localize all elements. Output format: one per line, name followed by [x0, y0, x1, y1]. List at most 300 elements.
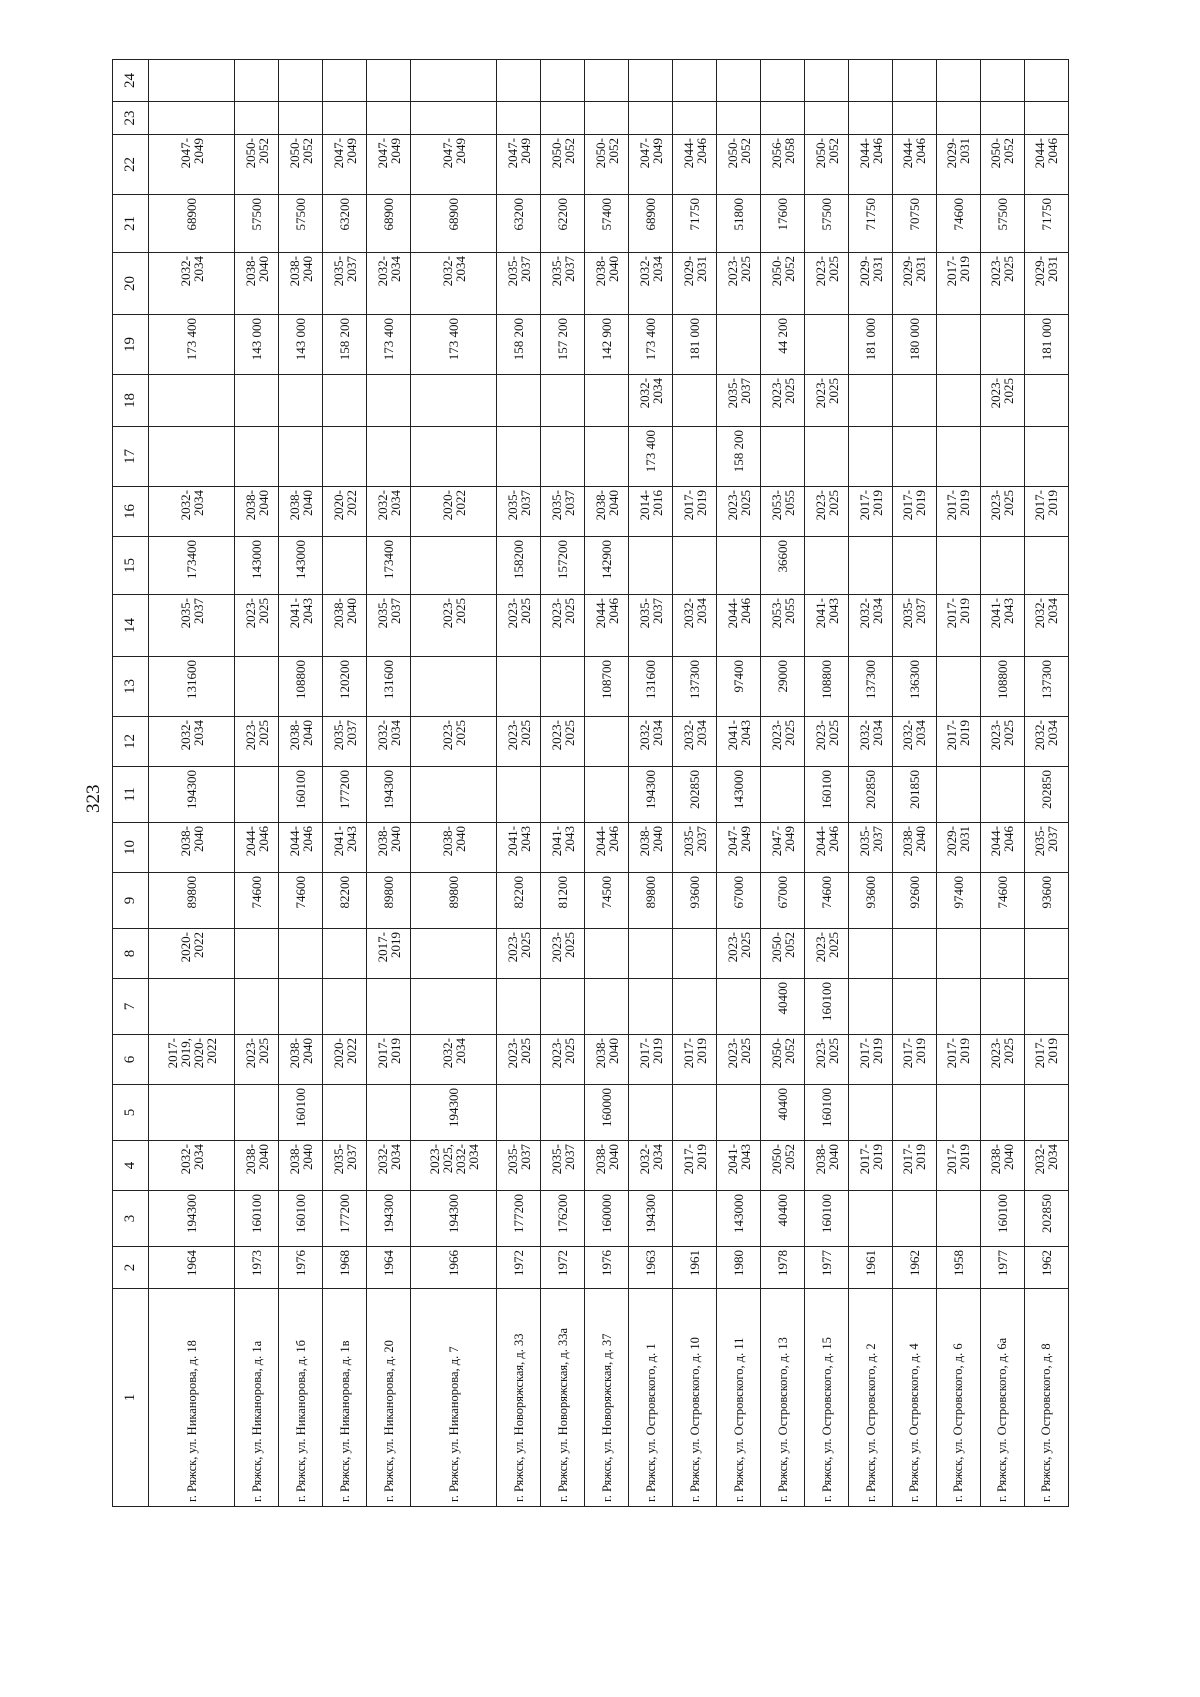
table-cell: 2023- 2025 [497, 595, 541, 657]
table-cell [411, 767, 497, 823]
table-cell: 2023- 2025 [235, 595, 279, 657]
address-cell: г. Ряжск, ул. Никанорова, д. 1в [323, 1289, 367, 1507]
table-cell: 2017- 2019 [1024, 1035, 1068, 1085]
table-cell [761, 427, 805, 487]
table-cell: 1961 [673, 1247, 717, 1289]
table-row [629, 60, 673, 1507]
address-cell: г. Ряжск, ул. Островского, д. 6а [980, 1289, 1024, 1507]
address-cell: г. Ряжск, ул. Островского, д. 4 [892, 1289, 936, 1507]
table-cell: 160100 [805, 1085, 849, 1141]
table-cell: 2035- 2037 [497, 1141, 541, 1191]
table-cell: 158200 [497, 537, 541, 595]
table-cell: 2038- 2040 [149, 823, 235, 873]
table-cell: 74600 [805, 873, 849, 929]
table-cell [235, 427, 279, 487]
table-cell: 57500 [980, 195, 1024, 253]
table-cell: 81200 [541, 873, 585, 929]
table-cell: 2023- 2025 [805, 1035, 849, 1085]
table-cell: 2038- 2040 [585, 1035, 629, 1085]
table-cell: 2017- 2019 [849, 1141, 893, 1191]
table-cell: 157200 [541, 537, 585, 595]
table-cell: 1978 [761, 1247, 805, 1289]
table-cell: 158 200 [717, 427, 761, 487]
table-cell: 68900 [629, 195, 673, 253]
table-cell [849, 375, 893, 427]
table-cell [367, 1085, 411, 1141]
table-cell: 1966 [411, 1247, 497, 1289]
table-cell [149, 427, 235, 487]
table-cell: 93600 [849, 873, 893, 929]
table-cell: 2047- 2049 [367, 135, 411, 195]
column-number-9: 9 [113, 873, 149, 929]
table-cell [585, 102, 629, 135]
table-cell [673, 979, 717, 1035]
table-cell: 158 200 [323, 315, 367, 375]
table-cell [323, 1085, 367, 1141]
column-number-24: 24 [113, 60, 149, 102]
table-cell: 2050- 2052 [585, 135, 629, 195]
table-cell: 2023- 2025 [541, 1035, 585, 1085]
table-cell [411, 979, 497, 1035]
table-cell [541, 60, 585, 102]
table-cell: 2032- 2034 [629, 1141, 673, 1191]
table-cell: 1977 [805, 1247, 849, 1289]
table-cell: 1962 [1024, 1247, 1068, 1289]
table-cell: 2029- 2031 [673, 253, 717, 315]
table-cell [849, 929, 893, 979]
table-cell [849, 537, 893, 595]
table-cell: 1964 [367, 1247, 411, 1289]
table-cell [323, 537, 367, 595]
table-row [892, 60, 936, 1507]
table-cell [149, 60, 235, 102]
table-cell: 2029- 2031 [892, 253, 936, 315]
table-cell: 74500 [585, 873, 629, 929]
table-cell: 2038- 2040 [585, 253, 629, 315]
table-cell: 2041- 2043 [980, 595, 1024, 657]
table-cell [235, 375, 279, 427]
table-cell: 70750 [892, 195, 936, 253]
table-row [149, 60, 235, 1507]
address-cell: г. Ряжск, ул. Никанорова, д. 1б [279, 1289, 323, 1507]
table-cell [805, 315, 849, 375]
column-number-11: 11 [113, 767, 149, 823]
table-cell: 57400 [585, 195, 629, 253]
table-cell [235, 767, 279, 823]
table-cell: 108800 [279, 657, 323, 717]
table-cell [629, 102, 673, 135]
table-cell: 2053- 2055 [761, 595, 805, 657]
table-cell [892, 375, 936, 427]
table-row [761, 60, 805, 1507]
table-cell: 2035- 2037 [673, 823, 717, 873]
table-cell: 2032- 2034 [629, 375, 673, 427]
table-cell [936, 102, 980, 135]
table-cell: 120200 [323, 657, 367, 717]
table-cell [849, 979, 893, 1035]
table-cell [541, 375, 585, 427]
table-cell [761, 767, 805, 823]
table-cell [849, 60, 893, 102]
table-cell: 160100 [805, 979, 849, 1035]
table-cell [1024, 929, 1068, 979]
table-cell: 181 000 [849, 315, 893, 375]
table-cell: 160100 [279, 1191, 323, 1247]
table-row [235, 60, 279, 1507]
table-cell [323, 375, 367, 427]
table-cell [585, 767, 629, 823]
address-cell: г. Ряжск, ул. Никанорова, д. 7 [411, 1289, 497, 1507]
table-cell: 2029- 2031 [936, 135, 980, 195]
address-cell: г. Ряжск, ул. Новоряжская, д. 33 [497, 1289, 541, 1507]
table-cell: 57500 [235, 195, 279, 253]
table-cell: 2044- 2046 [717, 595, 761, 657]
table-cell: 181 000 [673, 315, 717, 375]
table-cell [149, 979, 235, 1035]
table-cell [980, 315, 1024, 375]
table-cell: 2050- 2052 [805, 135, 849, 195]
table-cell: 89800 [367, 873, 411, 929]
table-cell: 2038- 2040 [279, 487, 323, 537]
table-cell: 2023- 2025 [497, 1035, 541, 1085]
table-cell [936, 60, 980, 102]
table-cell: 29000 [761, 657, 805, 717]
table-cell: 2044- 2046 [585, 595, 629, 657]
table-cell: 2035- 2037 [892, 595, 936, 657]
table-cell [805, 60, 849, 102]
table-cell: 2032- 2034 [892, 717, 936, 767]
address-cell: г. Ряжск, ул. Новоряжская, д. 33а [541, 1289, 585, 1507]
table-cell: 68900 [367, 195, 411, 253]
rotated-table-wrapper [112, 70, 1069, 1507]
table-cell: 2023- 2025 [805, 375, 849, 427]
table-row [717, 60, 761, 1507]
table-cell [805, 427, 849, 487]
table-cell [1024, 1085, 1068, 1141]
address-cell: г. Ряжск, ул. Островского, д. 8 [1024, 1289, 1068, 1507]
table-cell: 2050- 2052 [761, 1035, 805, 1085]
table-cell [235, 657, 279, 717]
table-cell [805, 537, 849, 595]
table-cell: 1972 [497, 1247, 541, 1289]
table-cell: 160000 [585, 1191, 629, 1247]
table-cell: 57500 [805, 195, 849, 253]
table-cell: 2035- 2037 [717, 375, 761, 427]
table-cell: 2023- 2025 [980, 717, 1024, 767]
table-row [1024, 60, 1068, 1507]
table-cell: 40400 [761, 1085, 805, 1141]
table-cell: 194300 [629, 767, 673, 823]
table-cell [367, 427, 411, 487]
table-cell: 143 000 [279, 315, 323, 375]
table-cell: 2044- 2046 [585, 823, 629, 873]
table-cell [279, 929, 323, 979]
table-cell: 40400 [761, 1191, 805, 1247]
table-cell [673, 427, 717, 487]
table-cell: 62200 [541, 195, 585, 253]
table-cell: 2017- 2019 [629, 1035, 673, 1085]
table-cell: 173 400 [629, 427, 673, 487]
table-cell [717, 537, 761, 595]
table-cell: 82200 [323, 873, 367, 929]
table-cell [279, 979, 323, 1035]
table-cell: 2032- 2034 [673, 717, 717, 767]
table-cell [892, 1191, 936, 1247]
table-cell: 137300 [849, 657, 893, 717]
column-number-7: 7 [113, 979, 149, 1035]
table-cell [980, 427, 1024, 487]
table-cell: 131600 [367, 657, 411, 717]
table-cell [149, 375, 235, 427]
table-cell: 137300 [673, 657, 717, 717]
table-cell: 2032- 2034 [149, 253, 235, 315]
table-cell: 2023- 2025 [235, 717, 279, 767]
table-cell [585, 375, 629, 427]
table-cell: 2041- 2043 [541, 823, 585, 873]
table-cell: 160100 [980, 1191, 1024, 1247]
table-cell: 2032- 2034 [1024, 717, 1068, 767]
table-cell [541, 767, 585, 823]
address-cell: г. Ряжск, ул. Островского, д. 13 [761, 1289, 805, 1507]
table-cell: 2032- 2034 [411, 1035, 497, 1085]
table-cell: 2032- 2034 [1024, 1141, 1068, 1191]
table-cell: 2023- 2025 [805, 487, 849, 537]
table-cell: 2020- 2022 [149, 929, 235, 979]
table-cell: 74600 [980, 873, 1024, 929]
table-cell: 2035- 2037 [849, 823, 893, 873]
table-cell: 2035- 2037 [497, 253, 541, 315]
table-row [323, 60, 367, 1507]
table-cell [980, 929, 1024, 979]
table-cell: 2029- 2031 [1024, 253, 1068, 315]
table-cell [717, 979, 761, 1035]
table-cell [936, 657, 980, 717]
table-cell [279, 427, 323, 487]
table-cell [411, 657, 497, 717]
table-cell [892, 1085, 936, 1141]
table-cell: 160000 [585, 1085, 629, 1141]
table-cell: 2044- 2046 [235, 823, 279, 873]
table-cell: 143000 [279, 537, 323, 595]
table-cell [149, 1085, 235, 1141]
table-cell [279, 60, 323, 102]
column-number-16: 16 [113, 487, 149, 537]
table-cell: 2023- 2025 [980, 375, 1024, 427]
table-cell [367, 60, 411, 102]
table-cell: 2017- 2019 [936, 717, 980, 767]
table-cell: 2038- 2040 [805, 1141, 849, 1191]
column-number-row [113, 60, 149, 1507]
table-cell [1024, 375, 1068, 427]
table-cell [541, 427, 585, 487]
table-cell: 36600 [761, 537, 805, 595]
table-cell: 1958 [936, 1247, 980, 1289]
table-cell: 1980 [717, 1247, 761, 1289]
table-cell: 2014- 2016 [629, 487, 673, 537]
table-cell: 2017- 2019 [849, 1035, 893, 1085]
column-number-6: 6 [113, 1035, 149, 1085]
table-cell [673, 102, 717, 135]
table-cell: 2017- 2019 [936, 595, 980, 657]
column-number-1: 1 [113, 1289, 149, 1507]
table-cell: 2041- 2043 [323, 823, 367, 873]
table-cell [673, 929, 717, 979]
column-number-21: 21 [113, 195, 149, 253]
table-cell [541, 979, 585, 1035]
table-cell [892, 929, 936, 979]
table-cell: 2050- 2052 [717, 135, 761, 195]
table-cell: 2017- 2019 [892, 1035, 936, 1085]
table-cell: 2032- 2034 [1024, 595, 1068, 657]
table-cell: 142900 [585, 537, 629, 595]
table-cell: 2017- 2019 [936, 1035, 980, 1085]
table-cell [761, 60, 805, 102]
table-cell: 93600 [673, 873, 717, 929]
table-cell: 1977 [980, 1247, 1024, 1289]
column-number-17: 17 [113, 427, 149, 487]
table-cell: 2038- 2040 [279, 1035, 323, 1085]
table-cell: 2023- 2025 [980, 487, 1024, 537]
table-cell [980, 60, 1024, 102]
table-cell: 201850 [892, 767, 936, 823]
table-cell: 2023- 2025 [541, 717, 585, 767]
table-cell [980, 767, 1024, 823]
table-cell [980, 1085, 1024, 1141]
table-cell: 2041- 2043 [279, 595, 323, 657]
table-cell [892, 427, 936, 487]
table-cell: 2017- 2019 [673, 1035, 717, 1085]
table-cell: 2017- 2019 [849, 487, 893, 537]
table-cell: 97400 [936, 873, 980, 929]
table-cell: 157 200 [541, 315, 585, 375]
table-cell [585, 717, 629, 767]
table-cell [1024, 979, 1068, 1035]
table-cell: 1961 [849, 1247, 893, 1289]
address-cell: г. Ряжск, ул. Никанорова, д. 18 [149, 1289, 235, 1507]
table-cell [411, 102, 497, 135]
table-cell: 2038- 2040 [585, 487, 629, 537]
table-cell [936, 1085, 980, 1141]
table-cell: 177200 [323, 767, 367, 823]
table-cell [541, 1085, 585, 1141]
table-cell: 2032- 2034 [367, 717, 411, 767]
table-cell [936, 767, 980, 823]
table-cell: 71750 [849, 195, 893, 253]
table-cell [629, 1085, 673, 1141]
table-cell [717, 102, 761, 135]
table-cell [673, 537, 717, 595]
table-cell: 143000 [235, 537, 279, 595]
table-cell: 2023- 2025 [541, 929, 585, 979]
table-cell [541, 657, 585, 717]
table-cell [497, 60, 541, 102]
table-cell: 108700 [585, 657, 629, 717]
table-cell: 2020- 2022 [323, 1035, 367, 1085]
table-cell: 202850 [673, 767, 717, 823]
table-cell: 194300 [367, 767, 411, 823]
table-cell [980, 102, 1024, 135]
table-cell [673, 375, 717, 427]
table-cell [149, 102, 235, 135]
table-cell [411, 375, 497, 427]
table-cell: 89800 [149, 873, 235, 929]
table-cell: 160100 [805, 767, 849, 823]
table-cell: 2047- 2049 [629, 135, 673, 195]
table-cell: 1973 [235, 1247, 279, 1289]
column-number-22: 22 [113, 135, 149, 195]
table-cell: 74600 [235, 873, 279, 929]
table-cell [235, 929, 279, 979]
table-cell: 2023- 2025 [761, 375, 805, 427]
table-cell [936, 1191, 980, 1247]
table-cell [411, 929, 497, 979]
table-cell [585, 427, 629, 487]
table-cell: 2032- 2034 [367, 487, 411, 537]
table-cell: 137300 [1024, 657, 1068, 717]
table-row [541, 60, 585, 1507]
table-cell [497, 979, 541, 1035]
table-cell: 194300 [149, 1191, 235, 1247]
table-cell [367, 375, 411, 427]
table-cell [936, 375, 980, 427]
column-number-3: 3 [113, 1191, 149, 1247]
table-cell [629, 60, 673, 102]
table-cell: 89800 [411, 873, 497, 929]
table-cell [497, 375, 541, 427]
table-cell: 2038- 2040 [279, 253, 323, 315]
table-cell [323, 427, 367, 487]
table-cell: 1964 [149, 1247, 235, 1289]
table-cell [585, 929, 629, 979]
table-cell: 2038- 2040 [235, 487, 279, 537]
table-cell: 2056- 2058 [761, 135, 805, 195]
table-cell: 194300 [411, 1085, 497, 1141]
table-cell: 67000 [761, 873, 805, 929]
table-cell [717, 315, 761, 375]
table-cell: 194300 [149, 767, 235, 823]
table-cell: 177200 [323, 1191, 367, 1247]
table-cell: 160100 [279, 1085, 323, 1141]
table-cell: 68900 [411, 195, 497, 253]
table-cell: 2050- 2052 [541, 135, 585, 195]
table-cell [980, 537, 1024, 595]
table-cell: 2035- 2037 [629, 595, 673, 657]
table-cell: 67000 [717, 873, 761, 929]
table-cell: 2023- 2025 [235, 1035, 279, 1085]
table-cell: 160100 [235, 1191, 279, 1247]
table-cell: 68900 [149, 195, 235, 253]
table-cell: 108800 [805, 657, 849, 717]
table-cell: 2038- 2040 [279, 1141, 323, 1191]
column-number-19: 19 [113, 315, 149, 375]
table-cell: 2047- 2049 [149, 135, 235, 195]
column-number-23: 23 [113, 102, 149, 135]
table-cell: 2041- 2043 [717, 1141, 761, 1191]
table-cell: 2044- 2046 [849, 135, 893, 195]
table-cell [279, 375, 323, 427]
table-row [411, 60, 497, 1507]
table-cell [367, 979, 411, 1035]
column-number-18: 18 [113, 375, 149, 427]
column-number-2: 2 [113, 1247, 149, 1289]
address-cell: г. Ряжск, ул. Никанорова, д. 20 [367, 1289, 411, 1507]
table-cell: 2044- 2046 [892, 135, 936, 195]
table-cell: 2023- 2025 [805, 717, 849, 767]
table-cell: 2050- 2052 [761, 929, 805, 979]
table-cell: 2023- 2025 [717, 253, 761, 315]
address-cell: г. Ряжск, ул. Никанорова, д. 1а [235, 1289, 279, 1507]
table-cell: 2020- 2022 [323, 487, 367, 537]
